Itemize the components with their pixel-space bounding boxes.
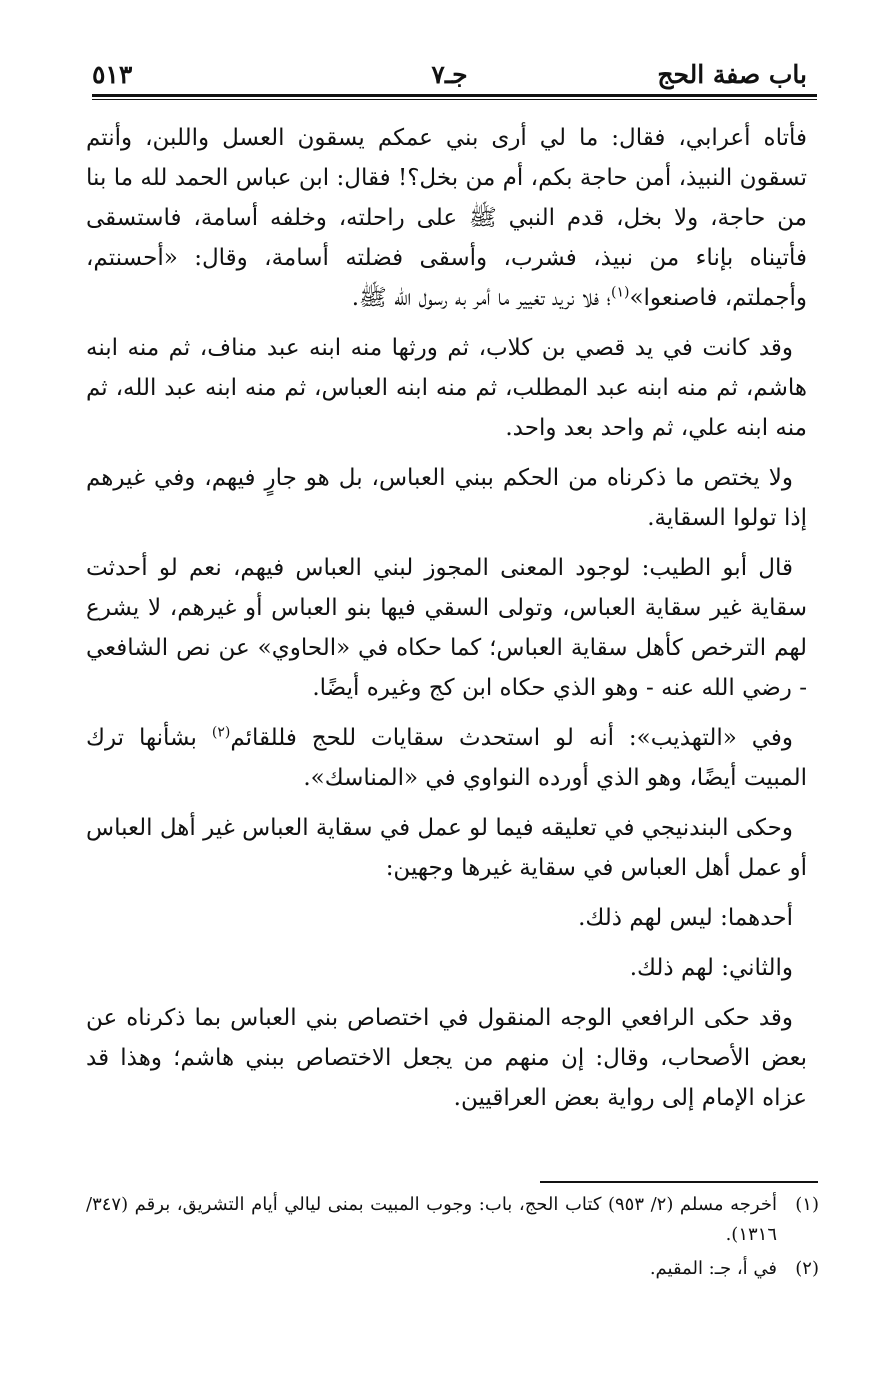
header-rule-thick — [92, 94, 817, 97]
footnote-1-text: أخرجه مسلم (٢/ ٩٥٣) كتاب الحج، باب: وجوب المبيت بمنى ليالي أيام التشريق، برقم (٣٤٧/ ١٣١٦). — [86, 1194, 777, 1245]
paragraph-4: قال أبو الطيب: لوجود المعنى المجوز لبني العباس فيهم، نعم لو أحدثت سقاية غير سقاية العباس، وتولى السقي فيها بنو العباس أو غيرهم، لا يشرع لهم الترخص كأهل سقاية العباس؛ كما حكاه في «الحاوي» عن نص الشافعي - رضي الله عنه - وهو الذي حكاه ابن كج وغيره أيضًا. — [86, 555, 807, 701]
footnotes — [86, 1190, 819, 1288]
paragraph-6: وحكى البندنيجي في تعليقه فيما لو عمل في سقاية العباس غير أهل العباس أو عمل أهل العباس في سقاية غيرها وجهين: — [86, 815, 807, 881]
paragraph-9: وقد حكى الرافعي الوجه المنقول في اختصاص بني العباس بما ذكرناه عن بعض الأصحاب، وقال: إن منهم من يجعل الاختصاص ببني هاشم؛ وهذا قد عزاه الإمام إلى رواية بعض العراقيين. — [86, 1005, 807, 1111]
paragraph-3: ولا يختص ما ذكرناه من الحكم ببني العباس، بل هو جارٍ فيهم، وفي غيرهم إذا تولوا السقاية. — [86, 465, 807, 531]
paragraph-5-tail: بشأنها ترك المبيت أيضًا، وهو الذي أورده النواوي في «المناسك». — [86, 725, 807, 791]
footnote-ref-2: (٢) — [211, 724, 231, 741]
main-text — [86, 118, 807, 1128]
paragraph-1-text: فأتاه أعرابي، فقال: ما لي أرى بني عمكم يسقون العسل واللبن، وأنتم تسقون النبيذ، أمن حاجة بكم، أم من بخل؟! فقال: ابن عباس الحمد لله ما بنا من حاجة، ولا بخل، قدم النبي ﷺ على راحلته، وخلفه أسامة، فاستسقى فأتيناه بإناء من نبيذ، فشرب، وأسقى فضلته أسامة، وقال: «أحسنتم، وأجملتم، فاصنعوا» — [86, 125, 808, 311]
footnote-1-number: (١) — [795, 1194, 819, 1215]
paragraph-7: أحدهما: ليس لهم ذلك. — [578, 905, 793, 931]
paragraph-1-tail: ؛ فلا نريد تغيير ما أمر به رسول الله ﷺ. — [351, 285, 611, 311]
footnote-separator — [540, 1181, 818, 1183]
running-header — [92, 56, 807, 94]
chapter-title: باب صفة الحج — [657, 60, 807, 89]
volume-label: جـ٧ — [431, 60, 468, 89]
footnote-2-text: في أ، جـ: المقيم. — [649, 1258, 777, 1279]
page-number: ٥١٣ — [92, 60, 133, 89]
paragraph-2: وقد كانت في يد قصي بن كلاب، ثم ورثها منه ابنه عبد مناف، ثم منه ابنه هاشم، ثم منه ابنه عبد المطلب، ثم منه ابنه العباس، ثم منه ابنه عبد الله، ثم منه ابنه علي، ثم واحد بعد واحد. — [86, 335, 807, 441]
footnote-ref-1: (١) — [611, 284, 630, 301]
header-rule-thin — [92, 99, 817, 100]
footnote-2 — [86, 1254, 819, 1284]
footnote-2-number: (٢) — [795, 1258, 819, 1279]
paragraph-5-text: وفي «التهذيب»: أنه لو استحدث سقايات للحج فللقائم — [230, 725, 793, 751]
paragraph-1 — [86, 118, 807, 318]
paragraph-8: والثاني: لهم ذلك. — [629, 955, 793, 981]
paragraph-5 — [86, 718, 807, 798]
footnote-1 — [86, 1190, 819, 1250]
